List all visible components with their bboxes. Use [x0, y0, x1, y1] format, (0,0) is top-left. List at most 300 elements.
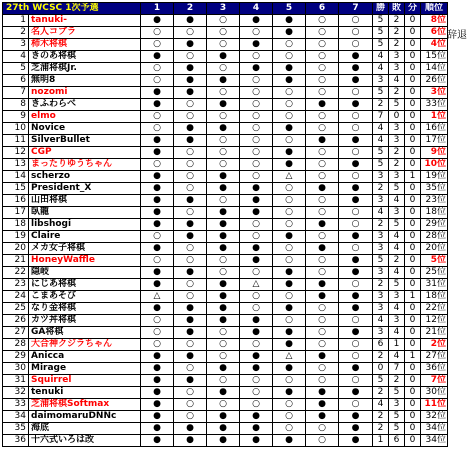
round-result: ● [141, 351, 174, 363]
round-result: ● [306, 411, 339, 423]
rank-value: 9位 [421, 147, 448, 159]
round-result: ○ [273, 111, 306, 123]
round-result: ○ [339, 27, 373, 39]
round-result: ○ [174, 279, 207, 291]
round-result: ○ [306, 63, 339, 75]
draw-count: 0 [405, 207, 421, 219]
round-header: 3 [207, 3, 240, 15]
round-result: ● [339, 51, 373, 63]
round-result: ○ [339, 111, 373, 123]
win-count: 4 [373, 63, 389, 75]
round-result: ○ [141, 39, 174, 51]
round-result: ● [174, 87, 207, 99]
round-result: ○ [141, 111, 174, 123]
table-row [3, 351, 448, 363]
round-result: ● [141, 87, 174, 99]
loss-count: 5 [389, 387, 405, 399]
round-header: 1 [141, 3, 174, 15]
draw-count: 0 [405, 399, 421, 411]
table-row [3, 267, 448, 279]
round-result: ● [207, 75, 240, 87]
round-result: ● [141, 207, 174, 219]
loss-count: 5 [389, 99, 405, 111]
loss-count: 5 [389, 423, 405, 435]
win-count: 5 [373, 159, 389, 171]
round-result: ● [141, 375, 174, 387]
round-result: ● [273, 159, 306, 171]
program-name: にじあ将棋 [29, 279, 141, 291]
program-name: なり金将棋 [29, 303, 141, 315]
round-result: ● [141, 363, 174, 375]
table-row [3, 15, 448, 27]
row-number: 7 [3, 87, 29, 99]
rank-value: 10位 [421, 159, 448, 171]
loss-count: 2 [389, 27, 405, 39]
row-number: 15 [3, 183, 29, 195]
loss-count: 3 [389, 291, 405, 303]
row-number: 28 [3, 339, 29, 351]
round-header: 2 [174, 3, 207, 15]
round-result: ● [339, 387, 373, 399]
rank-value: 18位 [421, 207, 448, 219]
round-result: ● [306, 183, 339, 195]
round-result: ● [207, 423, 240, 435]
round-result: ○ [240, 303, 273, 315]
win-count: 0 [373, 363, 389, 375]
program-name: きのあ将棋 [29, 51, 141, 63]
round-result: ○ [306, 195, 339, 207]
row-number: 17 [3, 207, 29, 219]
round-result: ○ [306, 363, 339, 375]
loss-count: 1 [389, 339, 405, 351]
round-result: ● [174, 315, 207, 327]
round-result: ○ [306, 255, 339, 267]
round-result: ○ [273, 291, 306, 303]
draw-count: 0 [405, 99, 421, 111]
round-result: ● [240, 327, 273, 339]
draw-header: 分 [405, 3, 421, 15]
table-row [3, 123, 448, 135]
rank-value: 7位 [421, 375, 448, 387]
draw-count: 0 [405, 87, 421, 99]
table-row [3, 207, 448, 219]
round-result: ○ [339, 339, 373, 351]
round-result: ● [339, 411, 373, 423]
program-name: Squirrel [29, 375, 141, 387]
round-result: ○ [207, 135, 240, 147]
round-result: ○ [273, 207, 306, 219]
win-count: 1 [373, 435, 389, 447]
round-result: ○ [306, 15, 339, 27]
rank-value: 29位 [421, 219, 448, 231]
round-result: ○ [207, 159, 240, 171]
draw-count: 0 [405, 315, 421, 327]
win-count: 5 [373, 147, 389, 159]
program-name: CGP [29, 147, 141, 159]
round-result: ○ [174, 291, 207, 303]
win-count: 4 [373, 399, 389, 411]
round-result: ● [339, 99, 373, 111]
table-row [3, 339, 448, 351]
program-name: 芝浦将棋Jr. [29, 63, 141, 75]
round-result: ● [141, 303, 174, 315]
program-name: 名人コブラ [29, 27, 141, 39]
round-result: ● [207, 279, 240, 291]
draw-count: 0 [405, 423, 421, 435]
round-result: ● [339, 231, 373, 243]
round-result: ○ [240, 339, 273, 351]
program-name: nozomi [29, 87, 141, 99]
round-result: ● [207, 183, 240, 195]
table-row [3, 51, 448, 63]
program-name: こまあそび [29, 291, 141, 303]
rank-value: 5位 [421, 255, 448, 267]
table-row [3, 303, 448, 315]
round-result: ○ [306, 315, 339, 327]
win-count: 5 [373, 255, 389, 267]
round-result: ● [174, 267, 207, 279]
win-count: 5 [373, 27, 389, 39]
win-count: 4 [373, 207, 389, 219]
round-result: ○ [207, 111, 240, 123]
win-count: 2 [373, 99, 389, 111]
draw-count: 0 [405, 303, 421, 315]
round-result: ● [273, 387, 306, 399]
rank-value: 2位 [421, 339, 448, 351]
round-result: ● [273, 147, 306, 159]
round-result: ○ [339, 39, 373, 51]
round-result: ○ [240, 99, 273, 111]
round-result: ● [174, 351, 207, 363]
round-result: ● [141, 147, 174, 159]
rank-value: 1位 [421, 111, 448, 123]
standings-table [2, 2, 448, 447]
round-result: ○ [306, 327, 339, 339]
draw-count: 0 [405, 75, 421, 87]
round-result: ● [141, 423, 174, 435]
round-result: ● [339, 327, 373, 339]
round-result: ● [174, 327, 207, 339]
program-name: メカ女子将棋 [29, 243, 141, 255]
rank-value: 6位 [421, 27, 448, 39]
round-result: ● [174, 435, 207, 447]
round-result: ○ [240, 387, 273, 399]
round-result: ● [306, 291, 339, 303]
round-result: △ [141, 291, 174, 303]
draw-count: 0 [405, 243, 421, 255]
loss-count: 5 [389, 279, 405, 291]
program-name: Mirage [29, 363, 141, 375]
row-number: 24 [3, 291, 29, 303]
round-result: ● [306, 99, 339, 111]
round-result: ○ [306, 339, 339, 351]
round-result: ● [240, 363, 273, 375]
round-result: ● [273, 27, 306, 39]
program-name: tenuki [29, 387, 141, 399]
round-result: ● [240, 243, 273, 255]
round-result: ● [174, 231, 207, 243]
round-result: ○ [207, 351, 240, 363]
program-name: 芝浦将棋Softmax [29, 399, 141, 411]
loss-count: 3 [389, 207, 405, 219]
draw-count: 0 [405, 363, 421, 375]
round-result: ● [339, 135, 373, 147]
draw-count: 0 [405, 135, 421, 147]
round-result: ○ [339, 279, 373, 291]
round-result: ○ [207, 375, 240, 387]
round-result: ● [141, 267, 174, 279]
round-result: ○ [174, 243, 207, 255]
round-result: ● [339, 363, 373, 375]
row-number: 4 [3, 51, 29, 63]
win-count: 3 [373, 195, 389, 207]
table-row [3, 219, 448, 231]
round-result: ○ [306, 87, 339, 99]
program-name: tanuki- [29, 15, 141, 27]
win-count: 5 [373, 15, 389, 27]
round-result: ○ [240, 219, 273, 231]
round-result: ● [273, 15, 306, 27]
table-row [3, 279, 448, 291]
draw-count: 0 [405, 39, 421, 51]
rank-value: 30位 [421, 387, 448, 399]
program-name: Anicca [29, 351, 141, 363]
round-result: ○ [207, 399, 240, 411]
round-result: ○ [273, 315, 306, 327]
program-name: まったりゆうちゃん [29, 159, 141, 171]
round-result: ○ [207, 195, 240, 207]
row-number: 5 [3, 63, 29, 75]
round-result: ● [174, 423, 207, 435]
win-count: 2 [373, 183, 389, 195]
round-result: ○ [240, 375, 273, 387]
round-result: ● [339, 291, 373, 303]
win-count: 2 [373, 351, 389, 363]
rank-value: 34位 [421, 423, 448, 435]
table-row [3, 39, 448, 51]
rank-value: 32位 [421, 411, 448, 423]
round-result: ● [240, 315, 273, 327]
round-result: ● [240, 423, 273, 435]
round-result: ○ [273, 243, 306, 255]
row-number: 2 [3, 27, 29, 39]
round-result: ○ [174, 171, 207, 183]
rank-value: 28位 [421, 231, 448, 243]
round-result: ● [174, 123, 207, 135]
row-number: 25 [3, 303, 29, 315]
round-result: ○ [339, 315, 373, 327]
round-result: ○ [306, 267, 339, 279]
round-result: ● [174, 63, 207, 75]
row-number: 12 [3, 147, 29, 159]
rank-value: 34位 [421, 435, 448, 447]
round-result: ● [240, 195, 273, 207]
draw-count: 0 [405, 159, 421, 171]
loss-count: 4 [389, 303, 405, 315]
rank-value: 35位 [421, 183, 448, 195]
loss-count: 5 [389, 411, 405, 423]
round-result: ○ [207, 147, 240, 159]
round-result: ○ [240, 75, 273, 87]
round-result: ● [339, 255, 373, 267]
rank-value: 36位 [421, 363, 448, 375]
round-result: ○ [207, 63, 240, 75]
round-result: ○ [339, 219, 373, 231]
standings-table-wrapper [2, 2, 447, 447]
round-result: ○ [207, 339, 240, 351]
round-result: ○ [174, 27, 207, 39]
row-number: 21 [3, 255, 29, 267]
win-count: 4 [373, 135, 389, 147]
table-row [3, 99, 448, 111]
round-result: ● [240, 15, 273, 27]
round-result: ● [273, 435, 306, 447]
rank-value: 18位 [421, 291, 448, 303]
win-count: 4 [373, 123, 389, 135]
standings-body [3, 15, 448, 447]
round-result: ○ [339, 147, 373, 159]
round-result: ● [141, 15, 174, 27]
round-result: ● [240, 435, 273, 447]
row-number: 32 [3, 387, 29, 399]
rank-value: 20位 [421, 243, 448, 255]
round-result: ○ [273, 411, 306, 423]
round-header: 4 [240, 3, 273, 15]
draw-count: 0 [405, 15, 421, 27]
loss-count: 4 [389, 327, 405, 339]
round-result: △ [273, 351, 306, 363]
round-result: ○ [207, 267, 240, 279]
loss-count: 4 [389, 231, 405, 243]
round-result: ○ [141, 27, 174, 39]
win-count: 7 [373, 111, 389, 123]
draw-count: 0 [405, 387, 421, 399]
round-result: ○ [174, 147, 207, 159]
round-result: ○ [240, 51, 273, 63]
round-result: ○ [141, 123, 174, 135]
loss-count: 3 [389, 123, 405, 135]
round-result: ○ [240, 291, 273, 303]
row-number: 20 [3, 243, 29, 255]
row-number: 1 [3, 15, 29, 27]
win-count: 3 [373, 267, 389, 279]
draw-count: 1 [405, 291, 421, 303]
round-result: ○ [339, 207, 373, 219]
round-result: ● [273, 303, 306, 315]
win-count: 2 [373, 423, 389, 435]
rank-value: 21位 [421, 327, 448, 339]
round-result: ○ [273, 195, 306, 207]
round-result: ○ [273, 99, 306, 111]
win-count: 3 [373, 75, 389, 87]
round-result: ● [207, 315, 240, 327]
win-count: 6 [373, 339, 389, 351]
row-number: 26 [3, 315, 29, 327]
rank-value: 16位 [421, 123, 448, 135]
draw-count: 0 [405, 183, 421, 195]
round-result: ○ [306, 303, 339, 315]
round-result: ● [273, 63, 306, 75]
table-row [3, 387, 448, 399]
row-number: 3 [3, 39, 29, 51]
row-number: 14 [3, 171, 29, 183]
round-result: ● [207, 51, 240, 63]
round-result: ○ [141, 75, 174, 87]
table-row [3, 327, 448, 339]
loss-count: 2 [389, 15, 405, 27]
program-name: Novice [29, 123, 141, 135]
withdrawal-note: 辞退 [447, 30, 467, 41]
round-result: ○ [240, 111, 273, 123]
win-header: 勝 [373, 3, 389, 15]
round-result: ● [141, 411, 174, 423]
draw-count: 1 [405, 171, 421, 183]
round-result: ○ [174, 51, 207, 63]
round-result: ○ [339, 171, 373, 183]
round-result: ● [273, 327, 306, 339]
table-row [3, 231, 448, 243]
rank-value: 8位 [421, 15, 448, 27]
loss-count: 3 [389, 51, 405, 63]
draw-count: 0 [405, 123, 421, 135]
table-row [3, 27, 448, 39]
table-row [3, 423, 448, 435]
loss-count: 2 [389, 375, 405, 387]
round-result: ○ [207, 255, 240, 267]
round-result: ● [207, 387, 240, 399]
row-number: 16 [3, 195, 29, 207]
win-count: 3 [373, 231, 389, 243]
round-result: ○ [174, 159, 207, 171]
round-result: ○ [306, 39, 339, 51]
table-row [3, 363, 448, 375]
round-result: ● [339, 183, 373, 195]
round-result: ● [207, 123, 240, 135]
round-result: ○ [207, 15, 240, 27]
round-result: ○ [339, 15, 373, 27]
win-count: 5 [373, 39, 389, 51]
rank-value: 17位 [421, 135, 448, 147]
loss-count: 5 [389, 183, 405, 195]
row-number: 11 [3, 135, 29, 147]
round-result: ○ [240, 123, 273, 135]
draw-count: 0 [405, 63, 421, 75]
round-result: ● [174, 375, 207, 387]
round-result: ○ [273, 219, 306, 231]
rank-value: 25位 [421, 267, 448, 279]
round-result: ● [207, 303, 240, 315]
round-result: ○ [306, 207, 339, 219]
draw-count: 0 [405, 327, 421, 339]
round-result: ● [174, 75, 207, 87]
table-row [3, 255, 448, 267]
win-count: 4 [373, 51, 389, 63]
round-result: ● [306, 279, 339, 291]
table-row [3, 399, 448, 411]
loss-count: 3 [389, 135, 405, 147]
program-name: カツ丼将棋 [29, 315, 141, 327]
draw-count: 1 [405, 351, 421, 363]
round-result: ● [207, 207, 240, 219]
round-result: ● [174, 135, 207, 147]
round-result: ● [141, 195, 174, 207]
round-result: ○ [306, 51, 339, 63]
round-result: ○ [273, 183, 306, 195]
draw-count: 0 [405, 231, 421, 243]
draw-count: 0 [405, 195, 421, 207]
round-result: ○ [339, 351, 373, 363]
row-number: 23 [3, 279, 29, 291]
